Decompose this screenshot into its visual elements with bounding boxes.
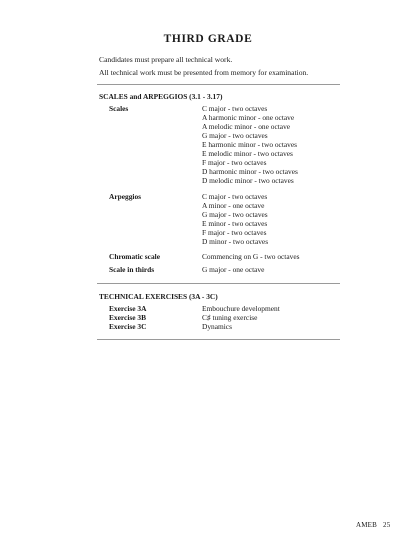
page-number: 25 [383,521,391,529]
list-item: C major - two octaves [202,104,268,113]
list-item: F major - two octaves [202,158,267,168]
list-item: Commencing on G - two octaves [202,252,300,261]
list-item: E melodic minor - two octaves [202,149,293,159]
exercise-label-3a: Exercise 3A [109,304,147,313]
page-footer [356,521,390,529]
group-items-scale-in-thirds [202,265,264,274]
group-label-arpeggios: Arpeggios [109,192,142,201]
intro-line-2: All technical work must be presented from memory for examination. [99,68,309,77]
list-item: E minor - two octaves [202,219,268,229]
exercise-value-3a: Embouchure development [202,304,280,313]
list-item: A harmonic minor - one octave [202,113,295,123]
group-label-scales: Scales [109,104,129,113]
exercise-label-3b: Exercise 3B [109,313,147,322]
exercise-value-3c: Dynamics [202,322,232,331]
group-label-scale-in-thirds: Scale in thirds [109,265,155,274]
group-items-chromatic-scale [202,252,300,261]
intro-line-1: Candidates must prepare all technical work. [99,55,233,64]
exercise-label-3c: Exercise 3C [109,322,147,331]
list-item: G major - two octaves [202,210,268,220]
group-label-chromatic-scale: Chromatic scale [109,252,160,261]
divider-bottom [97,339,340,340]
list-item: G major - one octave [202,265,265,274]
list-item: D minor - two octaves [202,237,269,247]
page-title: THIRD GRADE [163,33,253,45]
footer-brand: AMEB [356,521,378,529]
list-item: C major - two octaves [202,192,268,201]
divider-middle [97,283,340,284]
list-item: F major - two octaves [202,228,267,238]
list-item: G major - two octaves [202,131,268,141]
divider-top [97,84,340,85]
exercises-section-heading: TECHNICAL EXERCISES (3A - 3C) [99,292,218,301]
list-item: E harmonic minor - two octaves [202,140,298,150]
exercise-value-3b: C♯ tuning exercise [202,313,258,322]
list-item: A minor - one octave [202,201,265,211]
list-item: A melodic minor - one octave [202,122,291,132]
scales-section-heading: SCALES and ARPEGGIOS (3.1 - 3.17) [99,92,223,101]
list-item: D harmonic minor - two octaves [202,167,298,177]
group-items-arpeggios [202,192,268,246]
group-items-scales [202,104,298,185]
list-item: D melodic minor - two octaves [202,176,294,186]
